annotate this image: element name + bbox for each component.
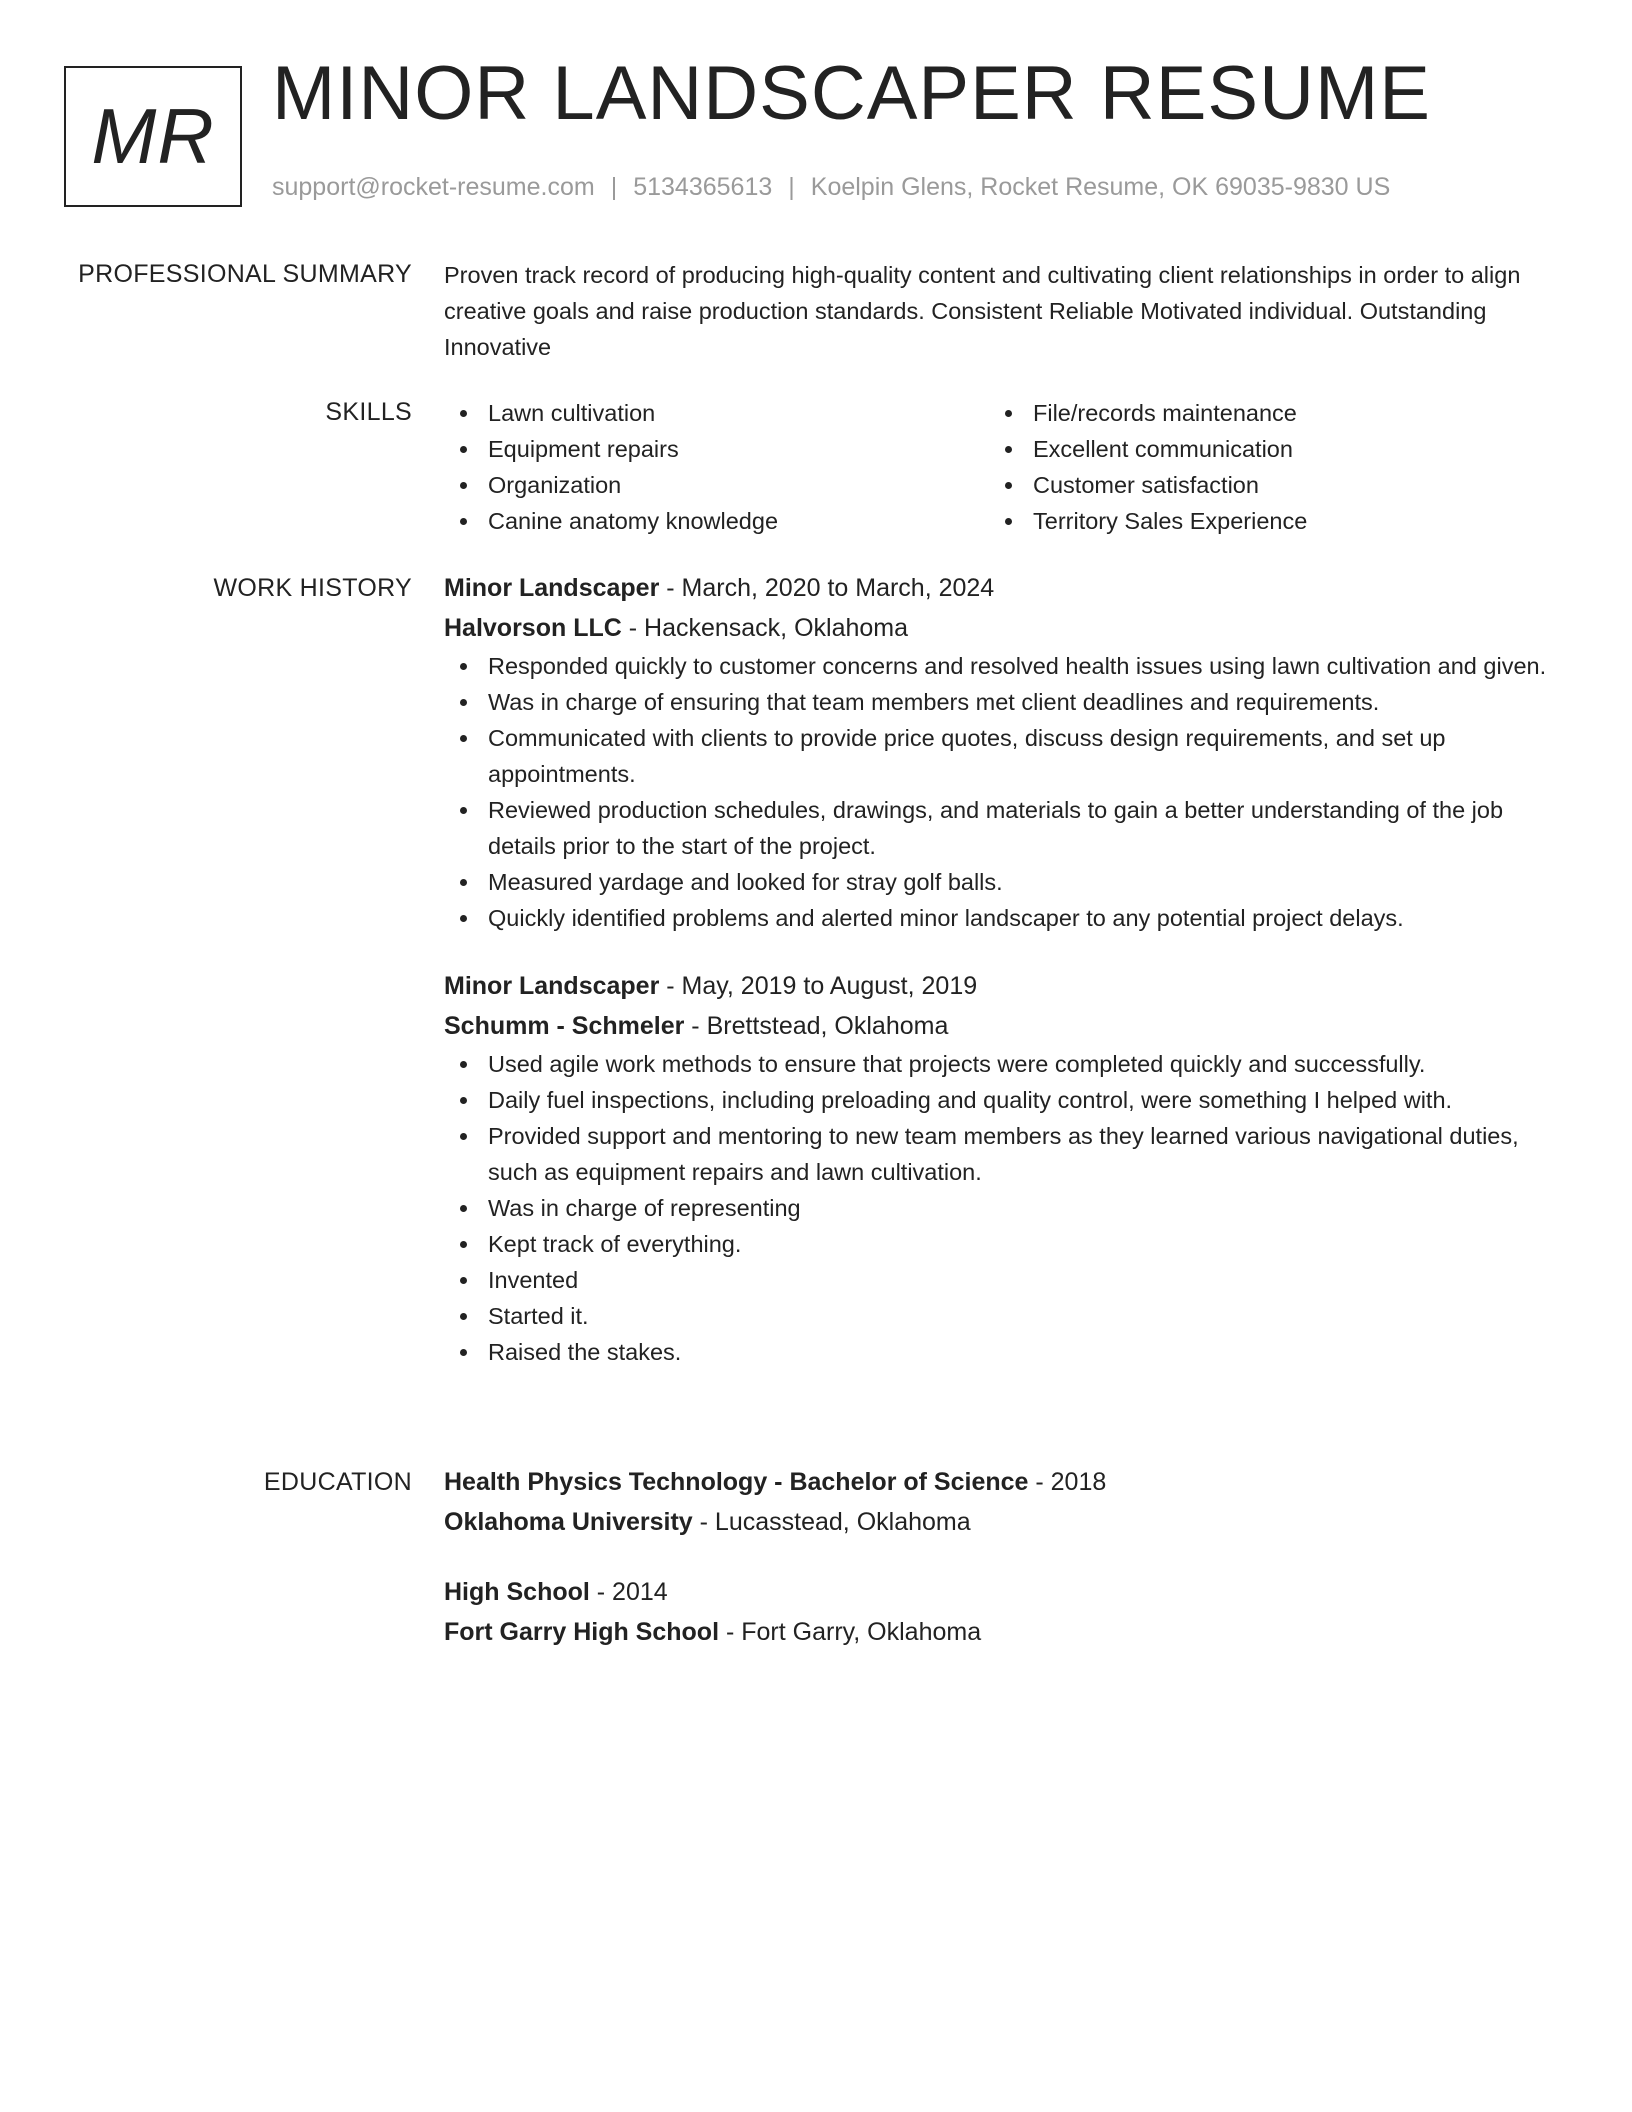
skills-column-left [444,395,989,539]
job-bullet: Kept track of everything. [488,1226,1554,1262]
contact-email: support@rocket-resume.com [272,173,595,201]
school-location: - Fort Garry, Oklahoma [719,1618,982,1646]
job-title: Minor Landscaper [444,972,660,1000]
job-bullet: Daily fuel inspections, including preloading and quality control, were something I helped with. [488,1082,1554,1118]
education-heading: EDUCATION [263,1468,412,1496]
job-bullet: Provided support and mentoring to new team members as they learned various navigational duties, such as equipment repairs and lawn cultivation. [488,1118,1554,1190]
job-bullet: Communicated with clients to provide price quotes, discuss design requirements, and set up appointments. [488,720,1554,792]
school-line [444,1612,1554,1652]
education-entry [444,1462,1554,1542]
degree-name: Health Physics Technology - Bachelor of Science [444,1468,1029,1496]
job-bullet: Quickly identified problems and alerted minor landscaper to any potential project delays. [488,900,1554,936]
skill-item: Excellent communication [1033,431,1534,467]
job-company-line [444,1006,1554,1046]
degree-year: - 2018 [1028,1468,1107,1496]
skill-item: File/records maintenance [1033,395,1534,431]
contact-separator: | [788,173,795,201]
monogram-initials: MR [91,92,215,180]
contact-phone: 5134365613 [633,173,773,201]
contact-address: Koelpin Glens, Rocket Resume, OK 69035-9830 US [810,173,1391,201]
job-bullet: Was in charge of ensuring that team members met client deadlines and requirements. [488,684,1554,720]
skill-item: Canine anatomy knowledge [488,503,989,539]
degree-name: High School [444,1578,590,1606]
job-entry [444,568,1554,936]
job-entry [444,966,1554,1370]
school-name: Oklahoma University [444,1508,693,1536]
summary-heading: PROFESSIONAL SUMMARY [78,260,412,288]
job-title-line [444,966,1554,1006]
job-location: - Hackensack, Oklahoma [621,614,909,642]
job-dates: - May, 2019 to August, 2019 [659,972,978,1000]
job-bullet: Was in charge of representing [488,1190,1554,1226]
job-company-line [444,608,1554,648]
skills-grid [444,395,1554,539]
job-bullet: Started it. [488,1298,1554,1334]
summary-text: Proven track record of producing high-quality content and cultivating client relationships in order to align creative goals and raise production standards. Consistent Reliable Motivated individual. Outstanding Innovative [444,262,1521,360]
school-name: Fort Garry High School [444,1618,720,1646]
job-bullet: Invented [488,1262,1554,1298]
degree-line [444,1462,1554,1502]
contact-separator: | [610,173,618,201]
skill-item: Territory Sales Experience [1033,503,1534,539]
school-location: - Lucasstead, Oklahoma [692,1508,971,1536]
job-company: Schumm - Schmeler [444,1012,685,1040]
degree-line [444,1572,1554,1612]
job-dates: - March, 2020 to March, 2024 [659,574,995,602]
skill-item: Equipment repairs [488,431,989,467]
job-title-line [444,568,1554,608]
education-entry [444,1572,1554,1652]
job-location: - Brettstead, Oklahoma [684,1012,949,1040]
skill-item: Lawn cultivation [488,395,989,431]
job-bullet: Reviewed production schedules, drawings, and materials to gain a better understanding of the job details prior to the start of the project. [488,792,1554,864]
job-company: Halvorson LLC [444,614,622,642]
contact-line [272,175,1390,200]
skills-column-right [989,395,1534,539]
skills-heading: SKILLS [325,398,412,426]
monogram-box [64,66,242,207]
skill-item: Customer satisfaction [1033,467,1534,503]
work-history-heading: WORK HISTORY [213,574,412,602]
job-bullet: Responded quickly to customer concerns and resolved health issues using lawn cultivation and given. [488,648,1554,684]
skill-item: Organization [488,467,989,503]
job-bullet: Used agile work methods to ensure that projects were completed quickly and successfully. [488,1046,1554,1082]
degree-year: - 2014 [589,1578,668,1606]
job-title: Minor Landscaper [444,574,660,602]
job-bullet: Measured yardage and looked for stray golf balls. [488,864,1554,900]
school-line [444,1502,1554,1542]
job-bullet: Raised the stakes. [488,1334,1554,1370]
resume-title: MINOR LANDSCAPER RESUME [272,51,1431,136]
